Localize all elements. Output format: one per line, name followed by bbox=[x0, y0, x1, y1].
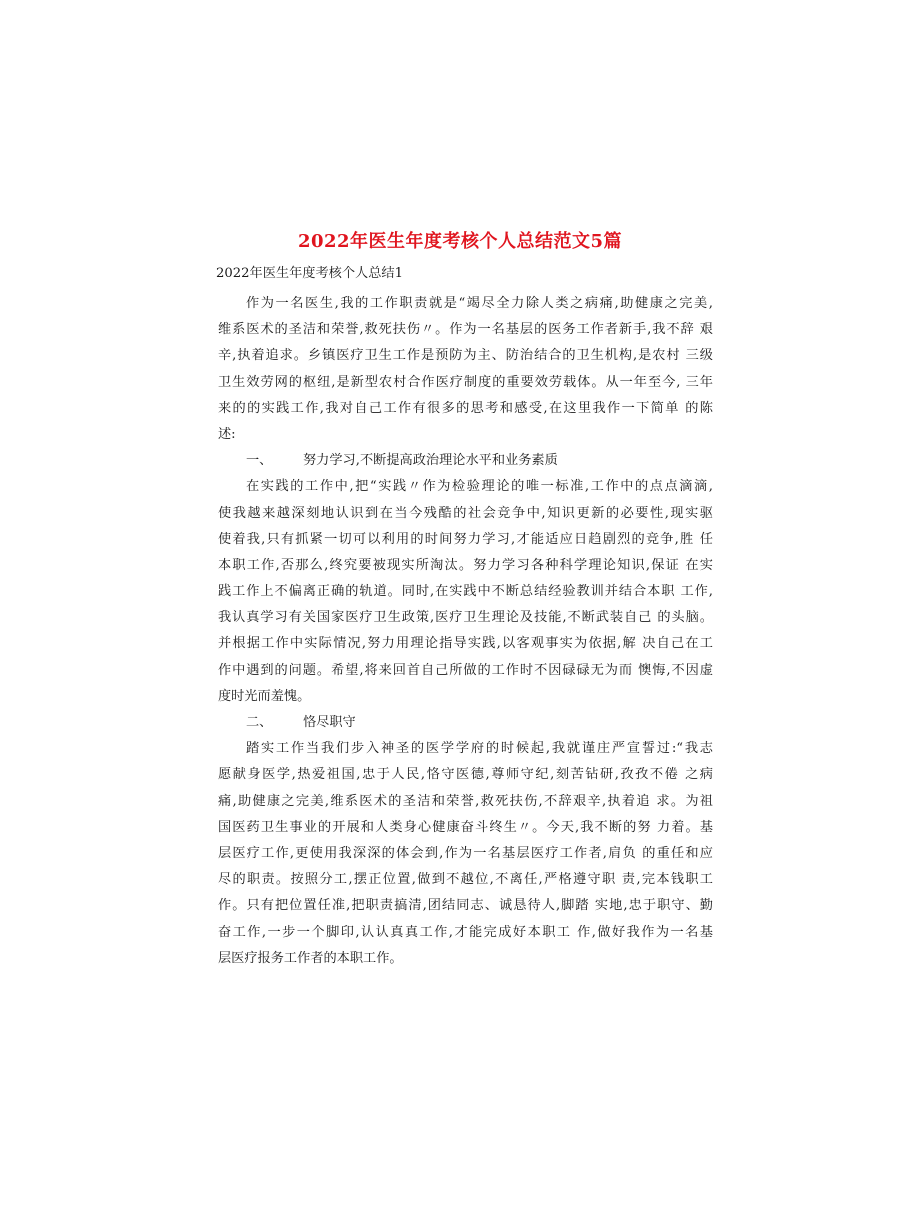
section-heading-text: 努力学习,不断提高政治理论水平和业务素质 bbox=[303, 453, 558, 469]
paragraph-line: 卫生效劳网的枢纽,是新型农村合作医疗制度的重要效劳载体。从一年至今, 三年 bbox=[218, 374, 713, 390]
paragraph-line: 层医疗报务工作者的本职工作。 bbox=[218, 950, 403, 966]
paragraph-line: 作。只有把位置任准,把职责搞清,团结同志、诚恳待人,脚踏 实地,忠于职守、勤 bbox=[218, 898, 713, 914]
paragraph-line: 使着我,只有抓紧一切可以利用的时间努力学习,才能适应日趋剧烈的竞争,胜 任 bbox=[218, 531, 713, 547]
paragraph-line: 尽的职责。按照分工,摆正位置,做到不越位,不离任,严格遵守职 责,完本钱职工 bbox=[218, 872, 713, 888]
paragraph-line: 述: bbox=[218, 426, 236, 442]
paragraph-line: 度时光而羞愧。 bbox=[218, 688, 311, 704]
document-subtitle: 2022年医生年度考核个人总结1 bbox=[216, 266, 404, 281]
section-heading bbox=[218, 710, 713, 736]
paragraph-line: 愿献身医学,热爱祖国,忠于人民,恪守医德,尊师守纪,刻苦钻研,孜孜不倦 之病 bbox=[218, 767, 713, 783]
paragraph-line: 痛,助健康之完美,维系医术的圣洁和荣誉,救死扶伤,不辞艰辛,执着追 求。为祖 bbox=[218, 793, 713, 809]
paragraph-line: 踏实工作当我们步入神圣的医学学府的时候起,我就谨庄严宣誓过:“我志 bbox=[246, 741, 713, 757]
paragraph-line: 践工作上不偏离正确的轨道。同时,在实践中不断总结经验教训并结合本职 工作, bbox=[218, 584, 713, 600]
paragraph-line: 辛,执着追求。乡镇医疗卫生工作是预防为主、防治结合的卫生机构,是农村 三级 bbox=[218, 348, 713, 364]
paragraph-line: 国医药卫生事业的开展和人类身心健康奋斗终生〃。今天,我不断的努 力着。基 bbox=[218, 819, 713, 835]
paragraph-line: 来的的实践工作,我对自己工作有很多的思考和感受,在这里我作一下简单 的陈 bbox=[218, 400, 713, 416]
paragraph-line: 奋工作,一步一个脚印,认认真真工作,才能完成好本职工 作,做好我作为一名基 bbox=[218, 924, 713, 940]
paragraph-line: 使我越来越深刻地认识到在当今残酷的社会竞争中,知识更新的必要性,现实驱 bbox=[218, 505, 713, 521]
paragraph-line: 我认真学习有关国家医疗卫生政策,医疗卫生理论及技能,不断武装自己 的头脑。 bbox=[218, 610, 713, 626]
paragraph-line: 层医疗工作,更使用我深深的体会到,作为一名基层医疗工作者,肩负 的重任和应 bbox=[218, 845, 713, 861]
section-heading-text: 恪尽职守 bbox=[303, 715, 356, 730]
paragraph-line: 作为一名医生,我的工作职责就是“竭尽全力除人类之病痛,助健康之完美, bbox=[246, 296, 713, 311]
paragraph-line: 维系医术的圣洁和荣誉,救死扶伤〃。作为一名基层的医务工作者新手,我不辞 艰 bbox=[218, 322, 713, 338]
paragraph-line: 作中遇到的问题。希望,将来回首自己所做的工作时不因碌碌无为而 懊悔,不因虚 bbox=[218, 662, 713, 678]
section-heading bbox=[218, 448, 713, 474]
document-title: 2022年医生年度考核个人总结范文5篇 bbox=[297, 231, 623, 252]
paragraph-line: 在实践的工作中,把“实践〃作为检验理论的唯一标准,工作中的点点滴滴, bbox=[246, 479, 713, 495]
section-number: 一、 bbox=[246, 453, 273, 469]
paragraph-line: 本职工作,否那么,终究要被现实所淘汰。努力学习各种科学理论知识,保证 在实 bbox=[218, 557, 713, 573]
paragraph-line: 并根据工作中实际情况,努力用理论指导实践,以客观事实为依据,解 决自己在工 bbox=[218, 636, 713, 652]
section-number: 二、 bbox=[246, 715, 273, 730]
document-body bbox=[218, 291, 713, 972]
